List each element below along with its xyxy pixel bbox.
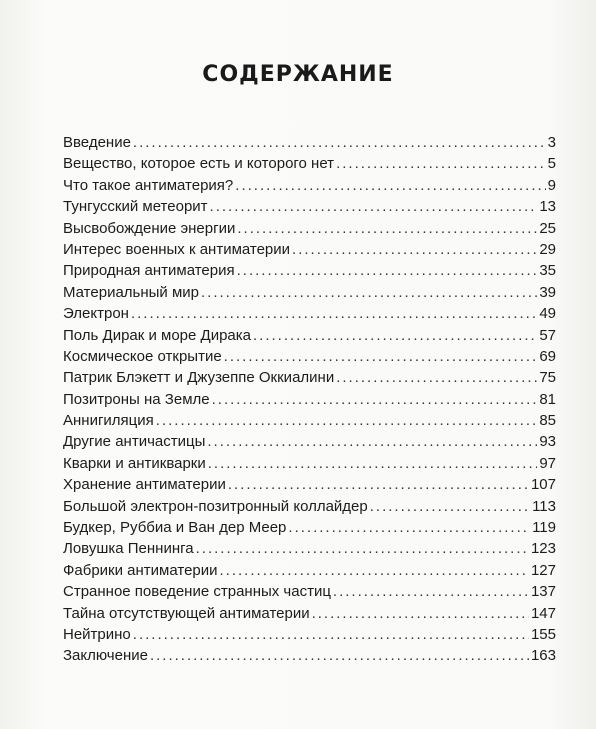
toc-entry (63, 325, 556, 346)
dot-leader (370, 496, 530, 517)
toc-entry-page-number: 147 (530, 604, 556, 622)
toc-entry-title: Позитроны на Земле (63, 390, 210, 408)
toc-entry-page-number: 163 (530, 647, 556, 665)
toc-entry-title: Космическое открытие (63, 347, 222, 365)
toc-entry-title: Патрик Блэкетт и Джузеппе Оккиалини (63, 369, 335, 387)
dot-leader (336, 367, 537, 388)
toc-entry-page-number: 49 (539, 305, 556, 323)
toc-entry-page-number: 107 (530, 476, 556, 494)
toc-entry-page-number: 3 (547, 134, 556, 151)
toc-entry-page-number: 81 (539, 390, 556, 408)
toc-entry-page-number: 75 (539, 369, 556, 387)
toc-entry-title: Что такое антиматерия? (63, 176, 234, 194)
dot-leader (131, 303, 537, 324)
dot-leader (237, 218, 537, 239)
toc-entry-title: Другие античастицы (63, 433, 206, 451)
dot-leader (210, 196, 538, 217)
dot-leader (224, 346, 538, 367)
toc-entry (63, 303, 556, 324)
toc-entry-title: Ловушка Пеннинга (63, 540, 194, 558)
toc-entry (63, 153, 556, 174)
toc-entry-page-number: 13 (539, 198, 556, 216)
toc-entry-title: Вещество, которое есть и которого нет (63, 155, 335, 173)
toc-entry (63, 389, 556, 410)
toc-entry (63, 239, 556, 260)
dot-leader (288, 517, 530, 538)
toc-entry (63, 581, 556, 602)
toc-entry-title: Фабрики антиматерии (63, 561, 218, 579)
toc-entry (63, 624, 556, 645)
dot-leader (220, 560, 529, 581)
toc-entry-page-number: 93 (539, 433, 556, 451)
toc-entry (63, 431, 556, 452)
toc-entry-page-number: 39 (539, 283, 556, 301)
toc-entry-page-number: 123 (530, 540, 556, 558)
toc-entry-title: Тунгусский метеорит (63, 198, 208, 216)
toc-entry (63, 175, 556, 196)
toc-entry-page-number: 127 (530, 561, 556, 579)
table-of-contents (63, 132, 556, 667)
toc-entry-page-number: 119 (532, 519, 556, 537)
dot-leader (133, 132, 546, 153)
dot-leader (156, 410, 538, 431)
toc-entry-page-number: 69 (539, 347, 556, 365)
page-title: СОДЕРЖАНИЕ (202, 62, 394, 87)
dot-leader (207, 431, 537, 452)
toc-entry-page-number: 29 (539, 240, 556, 258)
dot-leader (253, 325, 537, 346)
dot-leader (133, 624, 529, 645)
toc-entry (63, 645, 556, 666)
toc-entry-title: Аннигиляция (63, 412, 154, 430)
toc-entry-page-number: 97 (539, 454, 556, 472)
toc-entry (63, 218, 556, 239)
toc-entry-title: Материальный мир (63, 283, 199, 301)
toc-entry (63, 474, 556, 495)
toc-entry-title: Кварки и антикварки (63, 454, 206, 472)
toc-entry (63, 603, 556, 624)
toc-entry-title: Нейтрино (63, 625, 131, 643)
toc-entry-title: Поль Дирак и море Дирака (63, 326, 251, 344)
toc-entry (63, 560, 556, 581)
toc-entry-title: Высвобождение энергии (63, 219, 236, 237)
dot-leader (212, 389, 538, 410)
toc-entry-page-number: 5 (547, 155, 556, 173)
dot-leader (312, 603, 529, 624)
toc-entry-title: Интерес военных к антиматерии (63, 240, 291, 258)
toc-entry (63, 517, 556, 538)
toc-entry-page-number: 155 (530, 625, 556, 643)
toc-entry (63, 367, 556, 388)
toc-entry-title: Странное поведение странных частиц (63, 583, 331, 601)
toc-entry (63, 346, 556, 367)
dot-leader (235, 175, 545, 196)
dot-leader (228, 474, 529, 495)
dot-leader (336, 153, 546, 174)
dot-leader (196, 538, 529, 559)
toc-entry-page-number: 113 (532, 497, 556, 515)
toc-entry-title: Тайна отсутствующей антиматерии (63, 604, 310, 622)
toc-entry (63, 496, 556, 517)
toc-entry-title: Электрон (63, 305, 129, 323)
dot-leader (150, 645, 529, 666)
toc-entry (63, 410, 556, 431)
toc-entry (63, 260, 556, 281)
toc-entry-page-number: 35 (539, 262, 556, 280)
toc-entry-title: Будкер, Руббиа и Ван дер Меер (63, 519, 287, 537)
toc-entry-title: Заключение (63, 647, 148, 665)
toc-entry-page-number: 25 (539, 219, 556, 237)
dot-leader (292, 239, 537, 260)
dot-leader (333, 581, 529, 602)
toc-entry-page-number: 9 (547, 176, 556, 194)
dot-leader (237, 260, 538, 281)
toc-entry (63, 453, 556, 474)
dot-leader (201, 282, 537, 303)
toc-entry (63, 132, 556, 153)
toc-entry (63, 538, 556, 559)
toc-entry-page-number: 85 (539, 412, 556, 430)
toc-entry-page-number: 137 (530, 583, 556, 601)
toc-entry (63, 196, 556, 217)
toc-entry-title: Большой электрон-позитронный коллайдер (63, 497, 368, 515)
toc-entry-title: Природная антиматерия (63, 262, 235, 280)
toc-entry-title: Хранение антиматерии (63, 476, 226, 494)
toc-entry-page-number: 57 (539, 326, 556, 344)
dot-leader (208, 453, 538, 474)
toc-entry (63, 282, 556, 303)
toc-entry-title: Введение (63, 134, 131, 151)
